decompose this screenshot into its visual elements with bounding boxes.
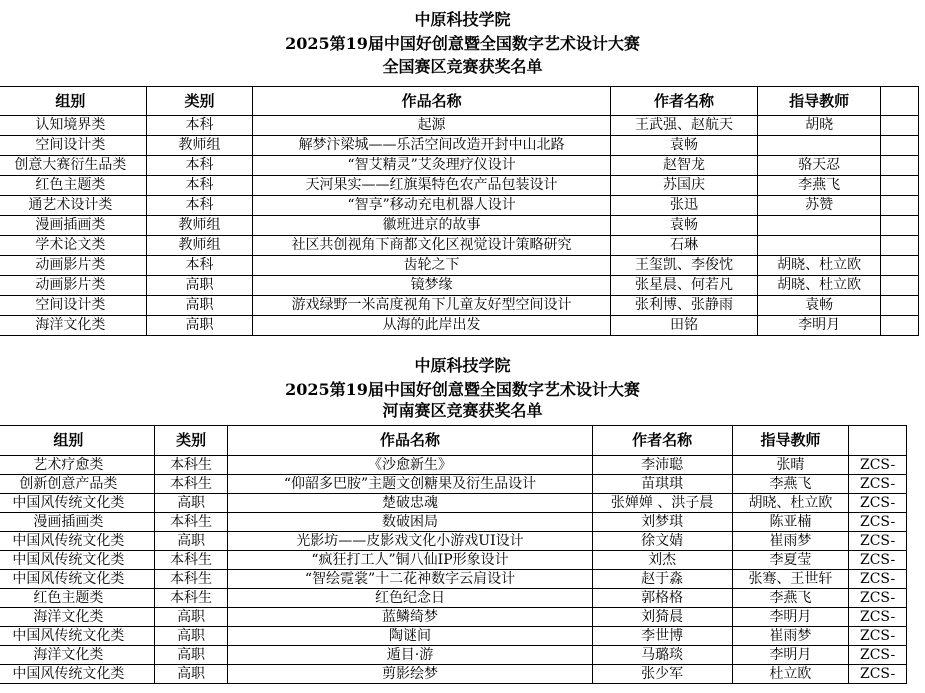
col-header-author: 作者名称	[592, 426, 732, 456]
cell-author: 王玺凯、李俊忱	[610, 256, 757, 276]
table-row	[0, 494, 907, 513]
cell-category: 本科生	[154, 589, 228, 608]
cell-advisor	[758, 216, 881, 236]
table-row	[0, 256, 919, 276]
col-header-advisor: 指导教师	[732, 426, 849, 456]
cell-category: 本科	[146, 156, 252, 176]
cell-advisor: 李夏莹	[732, 551, 849, 570]
cell-work-title: 天河果实——红旗渠特色农产品包装设计	[253, 176, 611, 196]
table-row	[0, 646, 907, 665]
cell-work-title: 剪影绘梦	[228, 665, 592, 684]
cell-advisor: 李燕飞	[732, 475, 849, 494]
cell-author: 张婵婵 、洪子晨	[592, 494, 732, 513]
cell-group: 创新创意产品类	[0, 475, 154, 494]
col-header-work: 作品名称	[228, 426, 592, 456]
cell-work-title: 齿轮之下	[253, 256, 611, 276]
table-row	[0, 176, 919, 196]
col-header-id	[849, 426, 907, 456]
table-row	[0, 513, 907, 532]
cell-extra: ZCS-	[849, 513, 907, 532]
cell-group: 动画影片类	[0, 256, 146, 276]
cell-category: 教师组	[146, 216, 252, 236]
table-row	[0, 608, 907, 627]
cell-category: 本科生	[154, 513, 228, 532]
cell-advisor: 胡晓、杜立欧	[758, 256, 881, 276]
cell-extra	[881, 196, 919, 216]
cell-author: 刘猗晨	[592, 608, 732, 627]
cell-category: 高职	[154, 532, 228, 551]
doc2-title-list: 河南赛区竞赛获奖名单	[382, 401, 543, 420]
cell-extra	[881, 296, 919, 316]
table-row	[0, 570, 907, 589]
cell-extra	[881, 216, 919, 236]
cell-work-title: 起源	[253, 116, 611, 136]
cell-work-title: 陶谜间	[228, 627, 592, 646]
table-row	[0, 627, 907, 646]
table-header-row	[0, 426, 907, 456]
henan-awards-table	[0, 425, 907, 684]
table-row	[0, 475, 907, 494]
cell-author: 赵于淼	[592, 570, 732, 589]
cell-extra	[881, 116, 919, 136]
cell-author: 徐文婧	[592, 532, 732, 551]
cell-author: 苏国庆	[610, 176, 757, 196]
cell-advisor: 张晴	[732, 456, 849, 475]
table-row	[0, 665, 907, 684]
cell-category: 高职	[154, 646, 228, 665]
cell-extra: ZCS-	[849, 532, 907, 551]
cell-work-title: “仰韶多巴胺”主题文创糖果及衍生品设计	[228, 475, 592, 494]
doc2-title-contest: 2025第19届中国好创意暨全国数字艺术设计大赛	[285, 380, 640, 399]
cell-work-title: 社区共创视角下商都文化区视觉设计策略研究	[253, 236, 611, 256]
cell-work-title: 从海的此岸出发	[253, 316, 611, 336]
cell-advisor: 胡晓	[758, 116, 881, 136]
cell-author: 袁畅	[610, 216, 757, 236]
cell-work-title: 镜梦缘	[253, 276, 611, 296]
cell-advisor: 杜立欧	[732, 665, 849, 684]
cell-category: 本科	[146, 196, 252, 216]
cell-category: 本科生	[154, 551, 228, 570]
cell-extra: ZCS-	[849, 551, 907, 570]
cell-advisor: 李明月	[732, 646, 849, 665]
table-row	[0, 316, 919, 336]
cell-extra: ZCS-	[849, 494, 907, 513]
cell-category: 本科	[146, 256, 252, 276]
table-row	[0, 156, 919, 176]
cell-group: 动画影片类	[0, 276, 146, 296]
cell-work-title: “智享”移动充电机器人设计	[253, 196, 611, 216]
col-header-extra	[881, 87, 919, 116]
cell-author: 李沛聪	[592, 456, 732, 475]
cell-extra	[881, 276, 919, 296]
cell-advisor: 崔雨梦	[732, 627, 849, 646]
cell-group: 中国风传统文化类	[0, 494, 154, 513]
cell-group: 漫画插画类	[0, 513, 154, 532]
table-row	[0, 216, 919, 236]
cell-author: 石琳	[610, 236, 757, 256]
cell-extra: ZCS-	[849, 646, 907, 665]
col-header-work: 作品名称	[253, 87, 611, 116]
col-header-author: 作者名称	[610, 87, 757, 116]
cell-group: 空间设计类	[0, 296, 146, 316]
doc2-title-school: 中原科技学院	[414, 356, 511, 375]
cell-work-title: 蓝鳞绮梦	[228, 608, 592, 627]
cell-author: 苗琪琪	[592, 475, 732, 494]
cell-group: 中国风传统文化类	[0, 627, 154, 646]
cell-author: 马璐琰	[592, 646, 732, 665]
cell-category: 高职	[146, 296, 252, 316]
table-row	[0, 532, 907, 551]
table-row	[0, 456, 907, 475]
section-divider	[0, 346, 925, 348]
cell-work-title: 遁目·游	[228, 646, 592, 665]
table-row	[0, 551, 907, 570]
cell-group: 红色主题类	[0, 176, 146, 196]
cell-group: 漫画插画类	[0, 216, 146, 236]
cell-category: 本科生	[154, 475, 228, 494]
cell-advisor: 崔雨梦	[732, 532, 849, 551]
cell-extra: ZCS-	[849, 570, 907, 589]
cell-extra: ZCS-	[849, 475, 907, 494]
cell-group: 海洋文化类	[0, 608, 154, 627]
cell-advisor: 苏赞	[758, 196, 881, 216]
table-header-row	[0, 87, 919, 116]
cell-group: 创意大赛衍生品类	[0, 156, 146, 176]
cell-category: 本科	[146, 176, 252, 196]
national-awards-table	[0, 86, 919, 336]
cell-category: 高职	[154, 627, 228, 646]
cell-author: 郭格格	[592, 589, 732, 608]
cell-extra: ZCS-	[849, 608, 907, 627]
cell-author: 张利博、张静雨	[610, 296, 757, 316]
cell-work-title: “智艾精灵”艾灸理疗仪设计	[253, 156, 611, 176]
cell-extra	[881, 136, 919, 156]
cell-group: 海洋文化类	[0, 316, 146, 336]
cell-author: 李世博	[592, 627, 732, 646]
cell-advisor: 骆天忍	[758, 156, 881, 176]
cell-work-title: 《沙愈新生》	[228, 456, 592, 475]
table-row	[0, 296, 919, 316]
cell-group: 学术论文类	[0, 236, 146, 256]
cell-work-title: 解梦汴梁城——乐活空间改造开封中山北路	[253, 136, 611, 156]
cell-advisor: 李明月	[758, 316, 881, 336]
cell-category: 本科生	[154, 456, 228, 475]
col-header-group: 组别	[0, 426, 154, 456]
cell-group: 艺术疗愈类	[0, 456, 154, 475]
table-row	[0, 196, 919, 216]
cell-extra	[881, 156, 919, 176]
cell-group: 通艺术设计类	[0, 196, 146, 216]
cell-advisor: 袁畅	[758, 296, 881, 316]
table-row	[0, 236, 919, 256]
cell-author: 张星晨、何若凡	[610, 276, 757, 296]
cell-category: 教师组	[146, 236, 252, 256]
col-header-group: 组别	[0, 87, 146, 116]
cell-author: 王武强、赵航天	[610, 116, 757, 136]
cell-advisor: 李燕飞	[758, 176, 881, 196]
cell-author: 刘梦琪	[592, 513, 732, 532]
col-header-advisor: 指导教师	[758, 87, 881, 116]
cell-author: 袁畅	[610, 136, 757, 156]
cell-work-title: 楚破忠魂	[228, 494, 592, 513]
doc1-title-contest: 2025第19届中国好创意暨全国数字艺术设计大赛	[285, 34, 640, 53]
cell-work-title: 徽班进京的故事	[253, 216, 611, 236]
cell-group: 中国风传统文化类	[0, 532, 154, 551]
cell-category: 高职	[154, 665, 228, 684]
cell-advisor: 张骞、王世轩	[732, 570, 849, 589]
cell-extra: ZCS-	[849, 589, 907, 608]
cell-group: 认知境界类	[0, 116, 146, 136]
cell-category: 高职	[154, 608, 228, 627]
cell-work-title: 数破困局	[228, 513, 592, 532]
table-row	[0, 589, 907, 608]
cell-advisor: 胡晓、杜立欧	[758, 276, 881, 296]
cell-author: 赵智龙	[610, 156, 757, 176]
doc1-title-school: 中原科技学院	[414, 10, 511, 29]
cell-category: 高职	[146, 276, 252, 296]
cell-group: 海洋文化类	[0, 646, 154, 665]
cell-group: 红色主题类	[0, 589, 154, 608]
cell-work-title: “疯狂打工人”铜八仙IP形象设计	[228, 551, 592, 570]
cell-extra: ZCS-	[849, 665, 907, 684]
cell-extra	[881, 176, 919, 196]
cell-extra	[881, 316, 919, 336]
cell-group: 中国风传统文化类	[0, 551, 154, 570]
doc1-title-list: 全国赛区竞赛获奖名单	[382, 57, 543, 76]
cell-advisor	[758, 236, 881, 256]
cell-extra: ZCS-	[849, 627, 907, 646]
cell-author: 张迅	[610, 196, 757, 216]
cell-advisor: 胡晓、杜立欧	[732, 494, 849, 513]
cell-work-title: “智绘霓裳”十二花神数字云肩设计	[228, 570, 592, 589]
cell-advisor	[758, 136, 881, 156]
table-row	[0, 136, 919, 156]
cell-work-title: 红色纪念日	[228, 589, 592, 608]
cell-category: 高职	[154, 494, 228, 513]
cell-advisor: 李明月	[732, 608, 849, 627]
cell-extra	[881, 256, 919, 276]
cell-advisor: 李燕飞	[732, 589, 849, 608]
cell-category: 高职	[146, 316, 252, 336]
cell-work-title: 光影坊——皮影戏文化小游戏UI设计	[228, 532, 592, 551]
cell-author: 田铭	[610, 316, 757, 336]
table-row	[0, 116, 919, 136]
cell-advisor: 陈亚楠	[732, 513, 849, 532]
cell-author: 刘杰	[592, 551, 732, 570]
col-header-category: 类别	[146, 87, 252, 116]
table-row	[0, 276, 919, 296]
col-header-category: 类别	[154, 426, 228, 456]
cell-category: 本科	[146, 116, 252, 136]
cell-group: 中国风传统文化类	[0, 570, 154, 589]
cell-group: 中国风传统文化类	[0, 665, 154, 684]
cell-category: 本科生	[154, 570, 228, 589]
cell-extra: ZCS-	[849, 456, 907, 475]
cell-work-title: 游戏绿野一米高度视角下儿童友好型空间设计	[253, 296, 611, 316]
cell-author: 张少军	[592, 665, 732, 684]
cell-group: 空间设计类	[0, 136, 146, 156]
cell-extra	[881, 236, 919, 256]
cell-category: 教师组	[146, 136, 252, 156]
